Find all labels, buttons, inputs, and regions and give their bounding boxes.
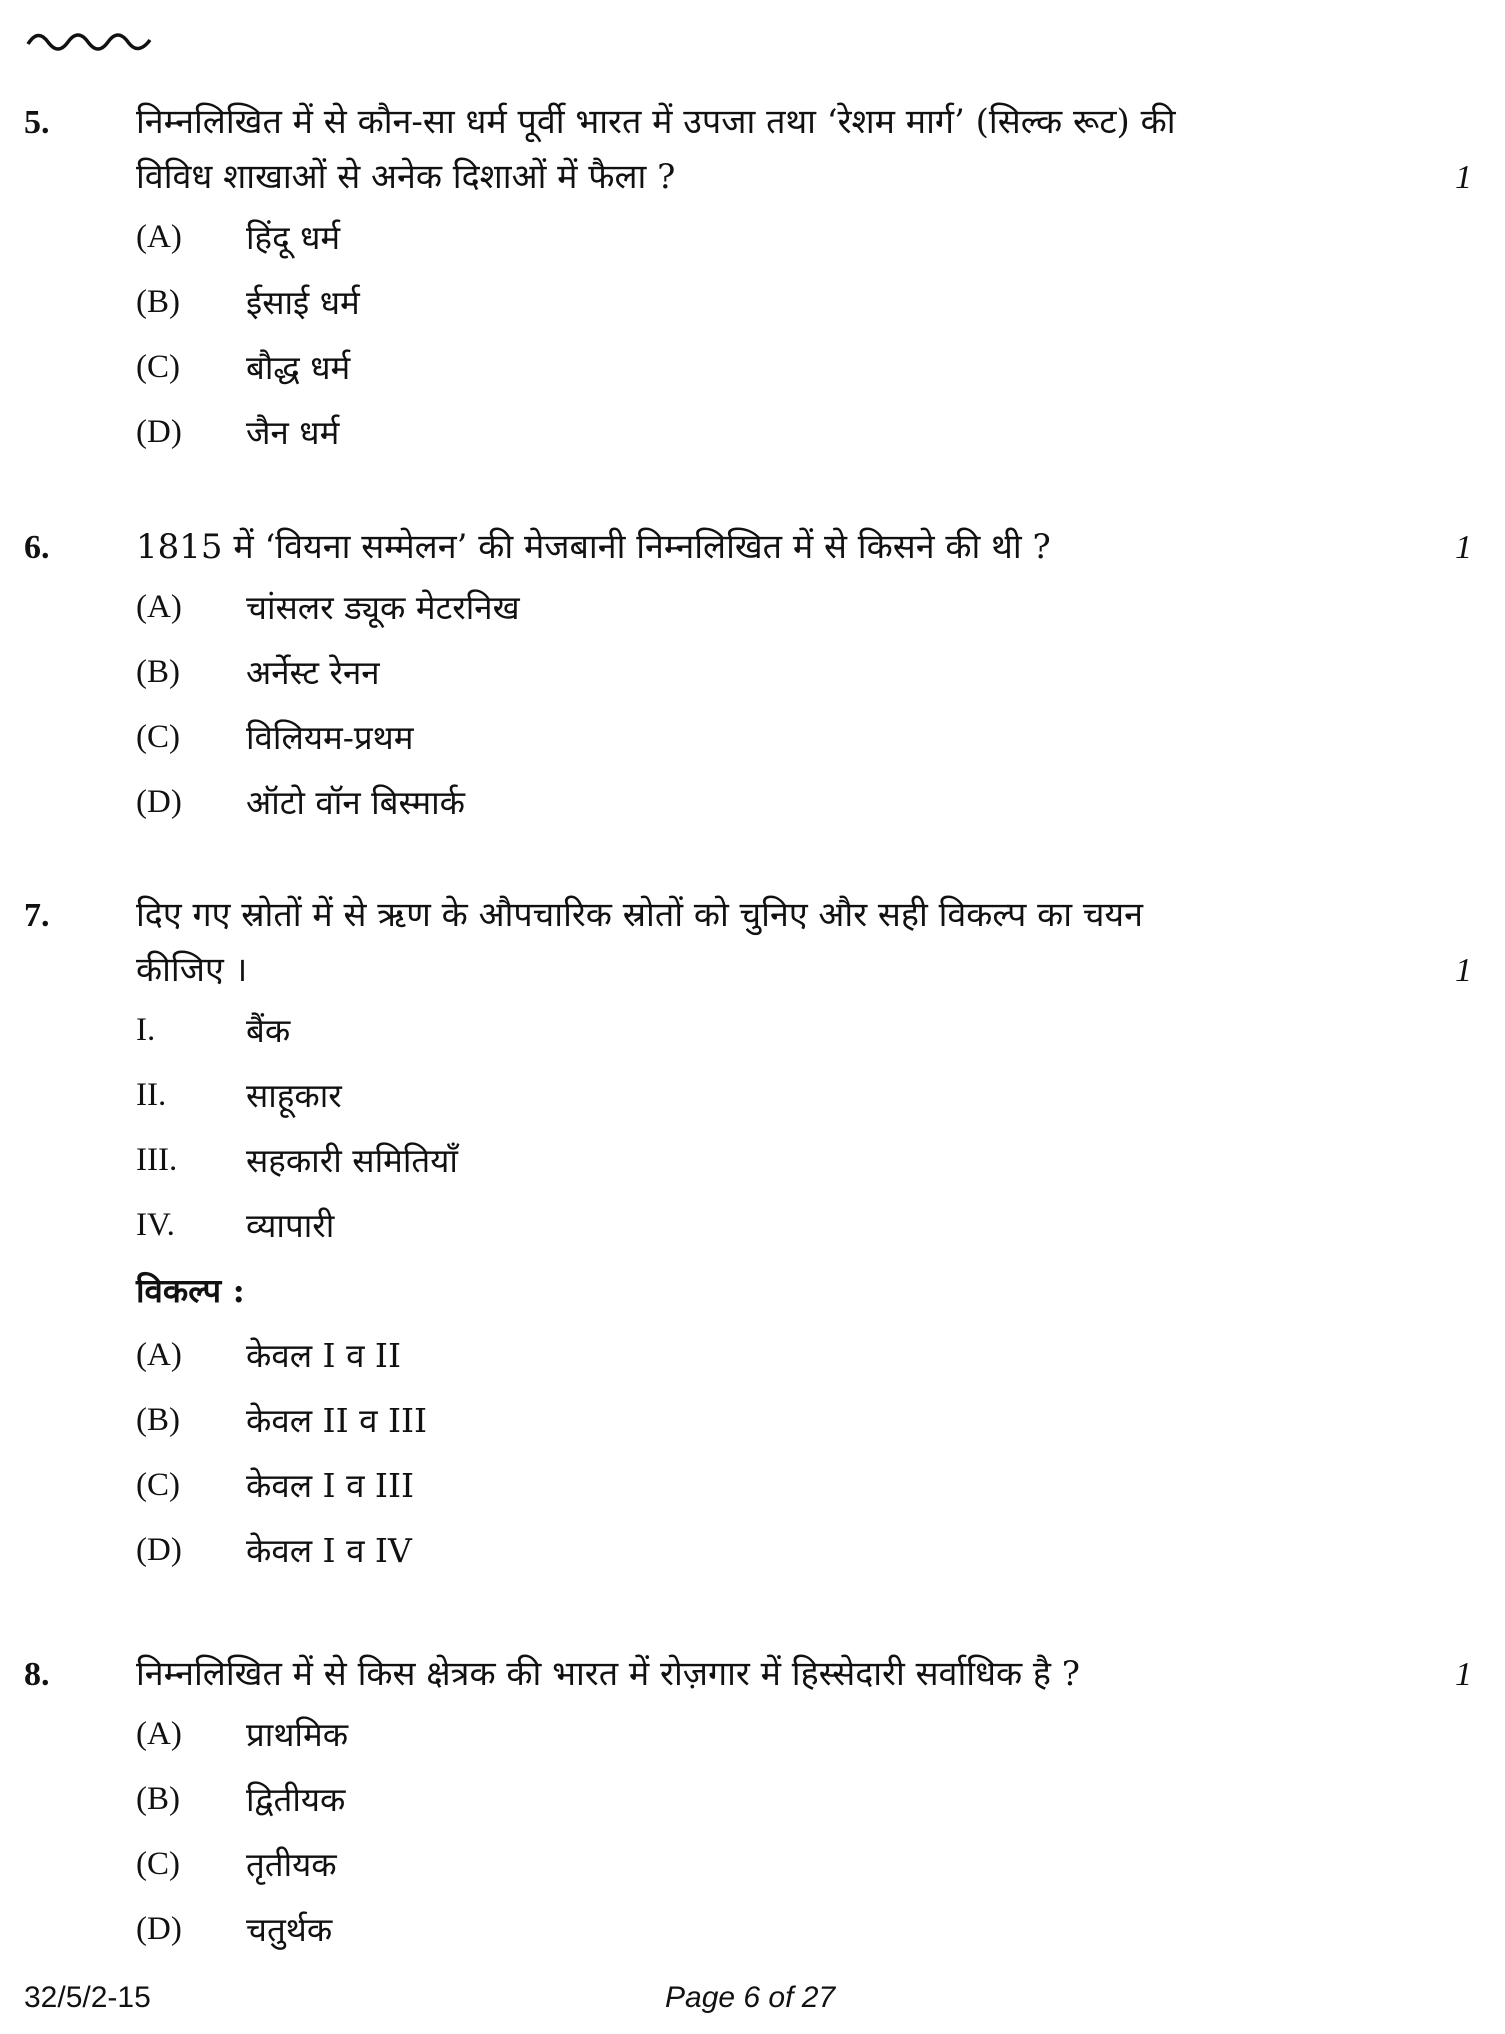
question-number: 7. [24,897,50,934]
wave-ornament-icon [26,18,156,58]
paper-code: 32/5/2-15 [24,1981,151,2014]
option-label: (D) [136,1532,182,1568]
question-5 [24,95,1484,465]
marks: 1 [1455,159,1472,196]
item-label: I. [136,1012,156,1048]
option-label: (B) [136,1781,180,1817]
option-label: (D) [136,1911,182,1947]
option-label: (A) [136,1716,182,1752]
option-text: चतुर्थक [246,1910,333,1949]
question-number: 8. [24,1656,50,1693]
page-footer [0,1978,1505,2018]
option-text: बौद्ध धर्म [246,348,351,387]
option-a [24,205,1484,270]
option-d [24,400,1484,465]
option-c [24,1453,1484,1518]
page-number: Page 6 of 27 [665,1981,836,2014]
option-text: जैन धर्म [246,413,340,452]
question-text: विविध शाखाओं से अनेक दिशाओं में फैला ? [136,157,676,197]
item-label: II. [136,1077,167,1113]
question-line [24,888,1484,943]
option-label: (B) [136,654,180,690]
item-label: IV. [136,1207,175,1243]
marks: 1 [1455,529,1472,566]
option-label: (D) [136,784,182,820]
option-text: विलियम-प्रथम [246,718,414,757]
option-a [24,1323,1484,1388]
option-text: प्राथमिक [246,1715,349,1754]
option-text: अर्नेस्ट रेनन [246,653,380,692]
item-text: व्यापारी [246,1206,335,1245]
option-text: चांसलर ड्यूक मेटरनिख [246,588,520,627]
option-label: (C) [136,719,180,755]
option-a [24,575,1484,640]
option-label: (A) [136,1337,182,1373]
item-text: साहूकार [246,1076,342,1115]
option-text: ईसाई धर्म [246,283,360,322]
option-d [24,1897,1484,1962]
option-b [24,1388,1484,1453]
list-item [24,998,1484,1063]
option-text: केवल I व II [246,1336,401,1375]
option-c [24,335,1484,400]
option-label: (B) [136,284,180,320]
option-label: (D) [136,414,182,450]
question-text: 1815 में ‘वियना सम्मेलन’ की मेजबानी निम्नलिखित में से किसने की थी ? [136,527,1051,567]
marks: 1 [1455,952,1472,989]
question-8 [24,1647,1484,1962]
question-6 [24,520,1484,835]
options-heading-text: विकल्प : [136,1271,245,1310]
option-text: ऑटो वॉन बिस्मार्क [246,783,465,822]
list-item [24,1193,1484,1258]
question-number: 6. [24,529,50,566]
question-line [24,943,1484,998]
question-text: निम्नलिखित में से कौन-सा धर्म पूर्वी भारत में उपजा तथा ‘रेशम मार्ग’ (सिल्क रूट) की [136,102,1176,142]
item-label: III. [136,1142,178,1178]
question-number: 5. [24,104,50,141]
question-line [24,520,1484,575]
option-label: (C) [136,1846,180,1882]
option-text: केवल I व III [246,1466,415,1505]
option-b [24,270,1484,335]
question-line [24,150,1484,205]
question-text: कीजिए । [136,950,248,990]
question-line [24,95,1484,150]
list-item [24,1063,1484,1128]
option-label: (C) [136,1467,180,1503]
option-label: (B) [136,1402,180,1438]
option-text: तृतीयक [246,1845,337,1884]
options-heading [24,1258,1484,1323]
option-d [24,770,1484,835]
question-text: निम्नलिखित में से किस क्षेत्रक की भारत में रोज़गार में हिस्सेदारी सर्वाधिक है ? [136,1654,1080,1694]
option-d [24,1518,1484,1583]
option-text: द्वितीयक [246,1780,346,1819]
option-text: केवल I व IV [246,1531,412,1570]
option-a [24,1702,1484,1767]
question-7 [24,888,1484,1583]
option-text: हिंदू धर्म [246,218,341,257]
option-c [24,705,1484,770]
option-c [24,1832,1484,1897]
option-label: (C) [136,349,180,385]
option-b [24,640,1484,705]
marks: 1 [1455,1656,1472,1693]
option-b [24,1767,1484,1832]
option-label: (A) [136,219,182,255]
item-text: सहकारी समितियाँ [246,1141,458,1180]
option-text: केवल II व III [246,1401,428,1440]
list-item [24,1128,1484,1193]
question-line [24,1647,1484,1702]
option-label: (A) [136,589,182,625]
item-text: बैंक [246,1011,291,1050]
question-text: दिए गए स्रोतों में से ऋण के औपचारिक स्रोतों को चुनिए और सही विकल्प का चयन [136,895,1144,935]
